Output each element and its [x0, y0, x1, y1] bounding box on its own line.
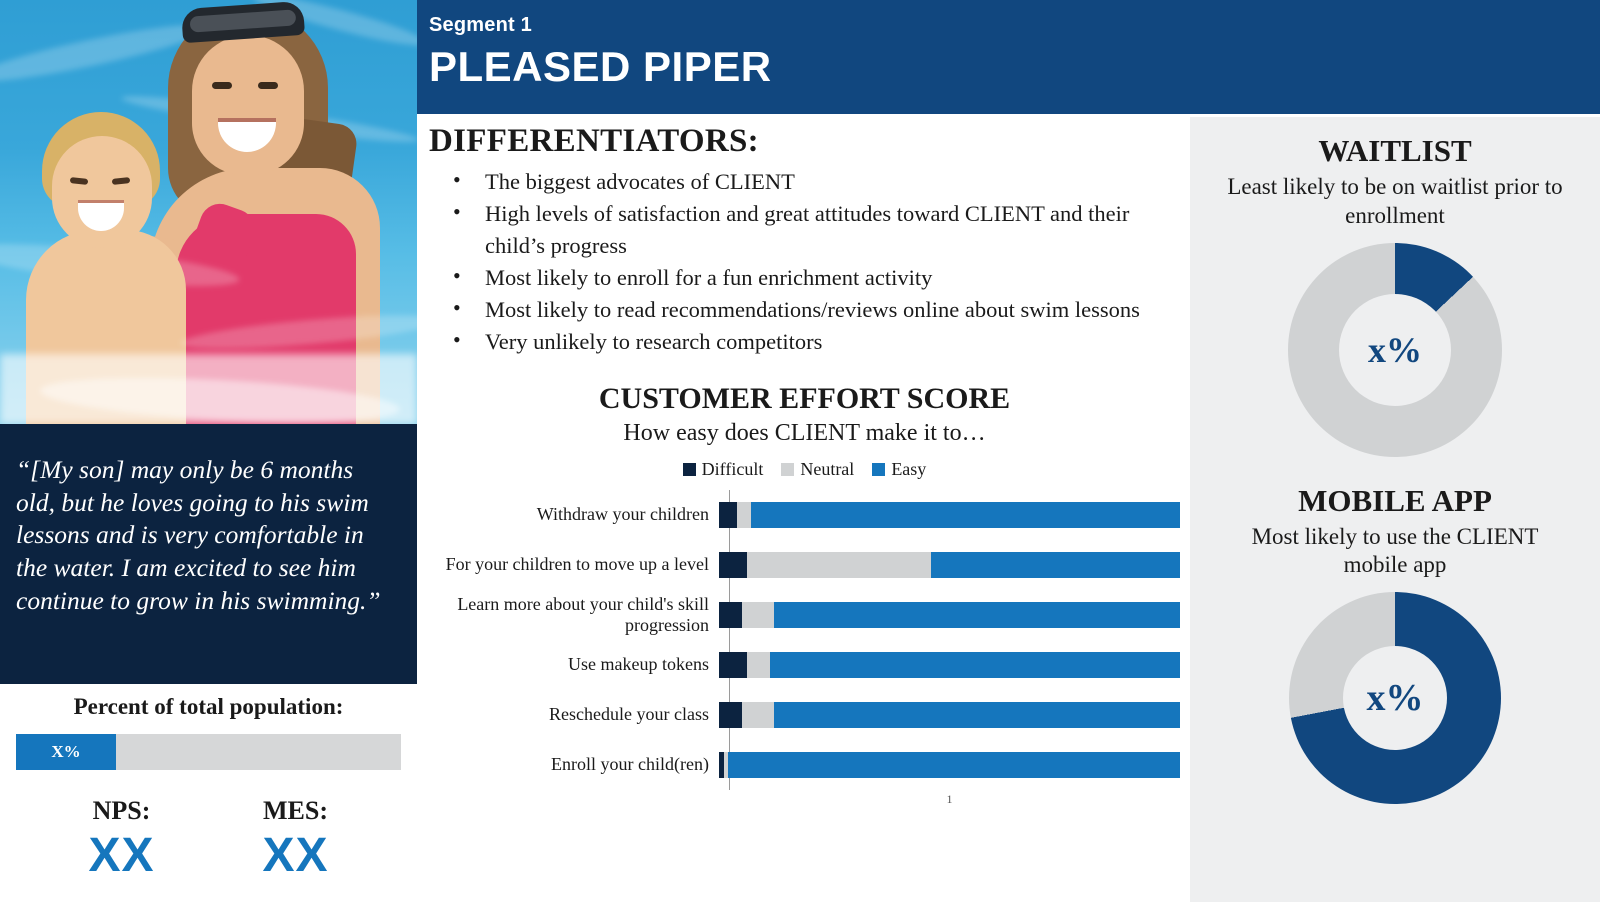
legend-swatch-neutral [781, 463, 794, 476]
metric-mes-label: MES: [263, 796, 329, 825]
chart-row-bar [719, 552, 1180, 578]
metric-nps-value: XX [88, 829, 155, 882]
percent-bar-value: X% [51, 742, 81, 761]
chart-row [429, 540, 1180, 590]
chart-row-bar [719, 752, 1180, 778]
chart-row-label: For your children to move up a level [445, 554, 709, 575]
customer-quote-text: “[My son] may only be 6 months old, but he loves going to his swim lessons and is very comfortable in the water. I am excited to see him continue to grow in his swimming.” [16, 455, 381, 615]
center-panel [417, 117, 1190, 902]
chart-row-label: Enroll your child(ren) [551, 754, 709, 775]
differentiators-title: DIFFERENTIATORS: [429, 123, 759, 159]
chart-segment-difficult [719, 602, 742, 628]
chart-row [429, 640, 1180, 690]
chart-segment-easy [931, 552, 1180, 578]
legend-swatch-difficult [683, 463, 696, 476]
segment-name: PLEASED PIPER [429, 43, 772, 90]
right-panel [1190, 117, 1600, 902]
chart-row [429, 690, 1180, 740]
mobile-app-title: MOBILE APP [1298, 482, 1492, 518]
chart-row-bar [719, 652, 1180, 678]
waitlist-title: WAITLIST [1318, 133, 1472, 168]
ces-chart-subtitle: How easy does CLIENT make it to… [623, 419, 986, 446]
chart-row [429, 590, 1180, 640]
segment-header [417, 0, 1600, 114]
segment-number: Segment 1 [429, 14, 532, 36]
mobile-app-donut-chart [1289, 592, 1501, 804]
legend-label-easy: Easy [891, 458, 927, 479]
mobile-app-donut-value: x% [1343, 646, 1447, 750]
legend-label-difficult: Difficult [701, 458, 764, 479]
customer-quote-box [0, 424, 417, 684]
chart-axis-line [729, 490, 730, 790]
ces-chart-title: CUSTOMER EFFORT SCORE [598, 381, 1011, 415]
chart-segment-easy [774, 602, 1180, 628]
metric-nps-label: NPS: [92, 796, 151, 825]
chart-segment-easy [751, 502, 1180, 528]
legend-item-easy [872, 459, 926, 480]
waitlist-donut-value: x% [1339, 294, 1451, 406]
ces-stacked-bar-chart [429, 490, 1180, 790]
metric-nps [88, 796, 154, 883]
chart-segment-neutral [747, 552, 931, 578]
metric-mes [263, 796, 329, 883]
chart-row-bar [719, 602, 1180, 628]
chart-segment-easy [770, 652, 1180, 678]
differentiators-list [429, 166, 1180, 358]
chart-row-bar [719, 502, 1180, 528]
left-column [0, 0, 417, 902]
chart-segment-neutral [742, 602, 774, 628]
metrics-row [0, 796, 417, 883]
chart-row [429, 740, 1180, 790]
legend-swatch-easy [872, 463, 885, 476]
hero-photo [0, 0, 417, 424]
mobile-app-donut-wrap [1190, 592, 1600, 804]
mobile-app-subtitle: Most likely to use the CLIENT mobile app [1251, 523, 1539, 578]
chart-row-label: Reschedule your class [549, 704, 709, 725]
waitlist-donut-chart [1288, 243, 1502, 457]
list-item: • Most likely to enroll for a fun enrichment activity [447, 262, 1176, 294]
chart-segment-easy [728, 752, 1180, 778]
chart-row-bar [719, 702, 1180, 728]
percent-of-population-label: Percent of total population: [73, 694, 344, 719]
chart-segment-difficult [719, 702, 742, 728]
waitlist-donut-wrap [1190, 243, 1600, 457]
list-item: • Very unlikely to research competitors [447, 326, 1176, 358]
chart-segment-difficult [719, 552, 747, 578]
chart-row-label: Withdraw your children [536, 504, 709, 525]
waitlist-card [1190, 133, 1600, 457]
chart-row [429, 490, 1180, 540]
list-item: • Most likely to read recommendations/reviews online about swim lessons [447, 294, 1176, 326]
chart-segment-difficult [719, 652, 747, 678]
chart-segment-neutral [747, 652, 770, 678]
chart-segment-neutral [737, 502, 751, 528]
chart-segment-easy [774, 702, 1180, 728]
list-item: • The biggest advocates of CLIENT [447, 166, 1176, 198]
percent-of-population-bar [16, 734, 401, 770]
legend-item-difficult [683, 459, 764, 480]
chart-segment-neutral [742, 702, 774, 728]
chart-legend [429, 459, 1180, 480]
legend-label-neutral: Neutral [800, 458, 855, 479]
mobile-app-card [1190, 483, 1600, 805]
chart-row-label: Use makeup tokens [568, 654, 709, 675]
chart-row-label: Learn more about your child's skill progression [457, 593, 709, 635]
list-item: • High levels of satisfaction and great attitudes toward CLIENT and their child’s progress [447, 198, 1176, 262]
chart-axis-tick-label: 1 [946, 791, 953, 806]
legend-item-neutral [781, 459, 854, 480]
chart-segment-difficult [719, 502, 737, 528]
population-stats-block [0, 684, 417, 902]
metric-mes-value: XX [262, 829, 329, 882]
waitlist-subtitle: Least likely to be on waitlist prior to enrollment [1227, 174, 1563, 228]
